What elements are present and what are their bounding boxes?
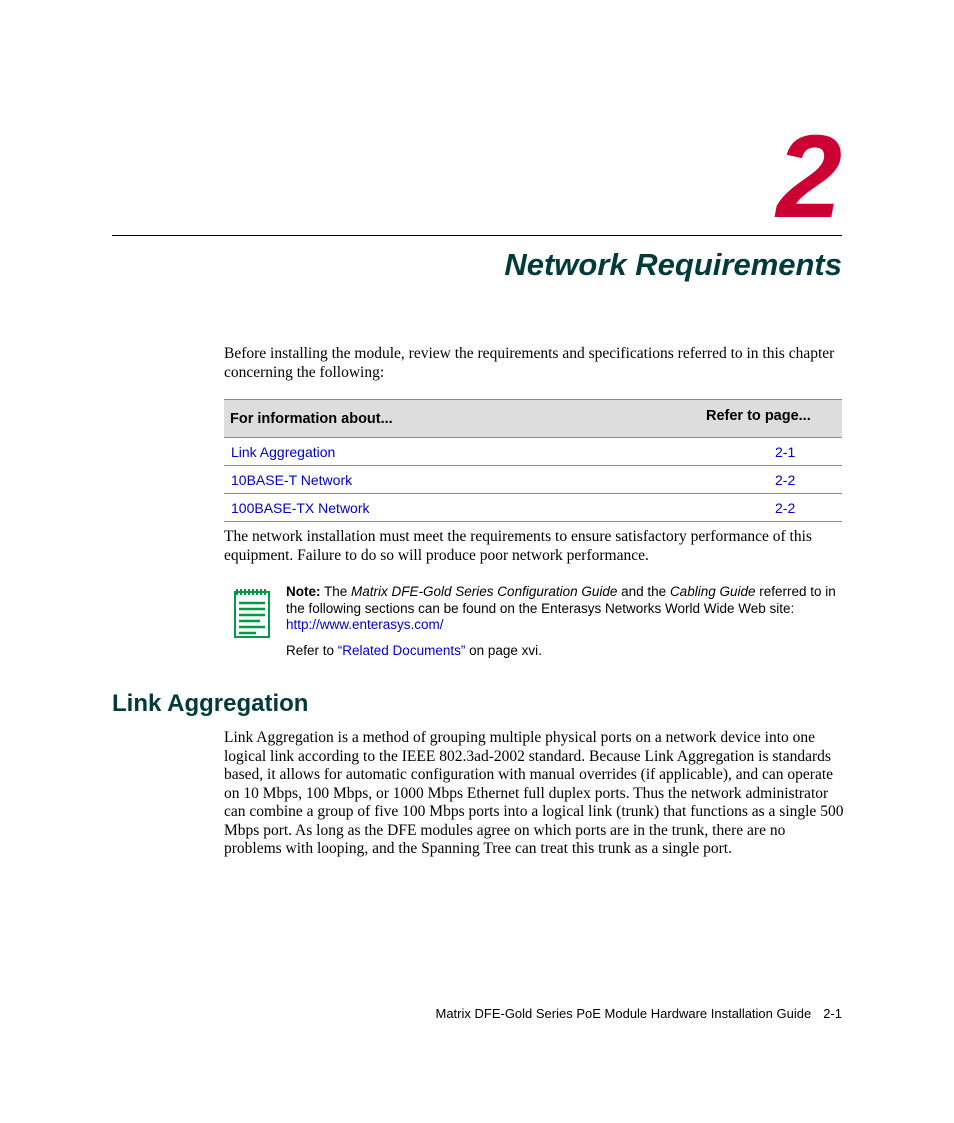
cabling-guide-title: Cabling Guide [669, 584, 756, 599]
table-header-topic: For information about... [224, 400, 706, 438]
table-row [224, 494, 842, 522]
chapter-number: 2 [776, 111, 842, 243]
config-guide-title: Matrix DFE-Gold Series Configuration Guide [351, 584, 618, 599]
note-text-part: referred to in the following sections can be found on the Enterasys Networks World Wide Web site: [286, 584, 836, 616]
table-link-page[interactable]: 2-2 [706, 466, 842, 494]
intro-paragraph: Before installing the module, review the requirements and specifications referred to in this chapter concerning the following: [224, 345, 835, 381]
table-header-page: Refer to page... [706, 400, 842, 438]
table-link-topic[interactable]: 100BASE-TX Network [224, 494, 706, 522]
note-text-part: The [320, 584, 352, 599]
note-text-part: and the [617, 584, 670, 599]
note-text [286, 584, 846, 634]
note-refer [286, 643, 542, 660]
refer-suffix: on page xvi. [465, 643, 542, 658]
table-link-topic[interactable]: 10BASE-T Network [224, 466, 706, 494]
table-link-page[interactable]: 2-1 [706, 438, 842, 466]
related-documents-link[interactable]: “Related Documents” [337, 643, 466, 658]
table-row [224, 466, 842, 494]
notepad-icon [234, 588, 270, 638]
link-aggregation-paragraph: Link Aggregation is a method of grouping multiple physical ports on a network device into one logical link according to the IEEE 802.3ad-2002 standard. Because Link Aggregation is standards based, it allows for automatic configuration with manual overrides (if applicable), and can operate on 10 Mbps, 100 Mbps, or 1000 Mbps Ethernet full duplex ports. Thus the network administrator can combine a group of five 100 Mbps ports into a logical link (trunk) that functions as a single 500 Mbps port. As long as the DFE modules agree on which ports are in the trunk, there are no problems with looping, and the Spanning Tree can treat this trunk as a single port. [224, 729, 844, 857]
footer-page-number: 2-1 [823, 1006, 842, 1021]
chapter-rule [112, 235, 842, 236]
requirements-paragraph: The network installation must meet the requirements to ensure satisfactory performance of this equipment. Failure to do so will produce poor network performance. [224, 528, 812, 564]
chapter-title: Network Requirements [504, 247, 842, 282]
table-link-topic[interactable]: Link Aggregation [224, 438, 706, 466]
note-label: Note: [286, 584, 321, 599]
enterasys-url-link[interactable]: http://www.enterasys.com/ [286, 617, 444, 632]
footer-title: Matrix DFE-Gold Series PoE Module Hardware Installation Guide [435, 1006, 812, 1021]
section-heading: Link Aggregation [112, 690, 309, 717]
reference-table [224, 399, 842, 522]
refer-prefix: Refer to [286, 643, 338, 658]
table-link-page[interactable]: 2-2 [706, 494, 842, 522]
table-row [224, 438, 842, 466]
table-header-row [224, 400, 842, 438]
page-footer [435, 1006, 842, 1022]
